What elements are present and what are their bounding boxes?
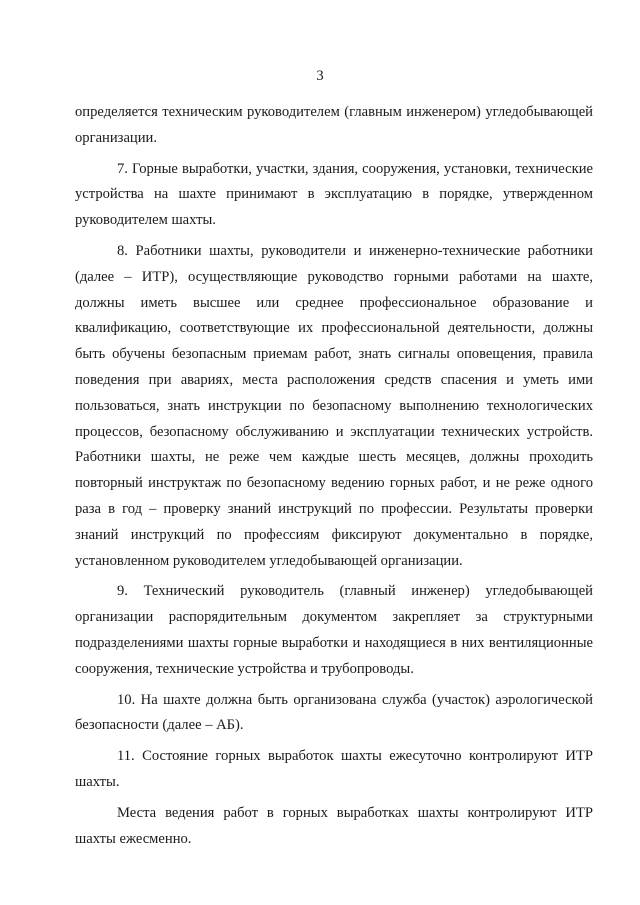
document-body [75,100,593,852]
paragraph-11: 11. Состояние горных выработок шахты ежесуточно контролируют ИТР шахты. [75,748,593,790]
paragraph-9: 9. Технический руководитель (главный инженер) угледобывающей организации распорядительным документом закрепляет за структурными подразделениями шахты горные выработки и находящиеся в них вентиляционные сооружения, технические устройства и трубопроводы. [75,583,593,677]
paragraph-7: 7. Горные выработки, участки, здания, сооружения, установки, технические устройства на шахте принимают в эксплуатацию в порядке, утвержденном руководителем шахты. [75,160,593,229]
page-number: 3 [316,68,324,84]
paragraph-10: 10. На шахте должна быть организована служба (участок) аэрологической безопасности (далее – АБ). [75,691,593,734]
paragraph-continuation: определяется техническим руководителем (главным инженером) угледобывающей организации. [75,104,593,146]
paragraph-11-continuation: Места ведения работ в горных выработках шахты контролируют ИТР шахты ежесменно. [75,804,593,847]
paragraph-8: 8. Работники шахты, руководители и инженерно-технические работники (далее – ИТР), осуществляющие руководство горными работами на шахте, должны иметь высшее или среднее профессиональное образование и квалификацию, соответствующие их профессиональной деятельности, должны быть обучены безопасным приемам работ, знать сигналы оповещения, правила поведения при авариях, места расположения средств спасения и уметь ими пользоваться, знать инструкции по безопасному выполнению технологических процессов, безопасному обслуживанию и эксплуатации технических устройств. Работники шахты, не реже чем каждые шесть месяцев, должны проходить повторный инструктаж по безопасному ведению горных работ, и не реже одного раза в год – проверку знаний инструкций по профессии. Результаты проверки знаний инструкций по профессиям фиксируют документально в порядке, установленном руководителем угледобывающей организации. [75,242,593,569]
